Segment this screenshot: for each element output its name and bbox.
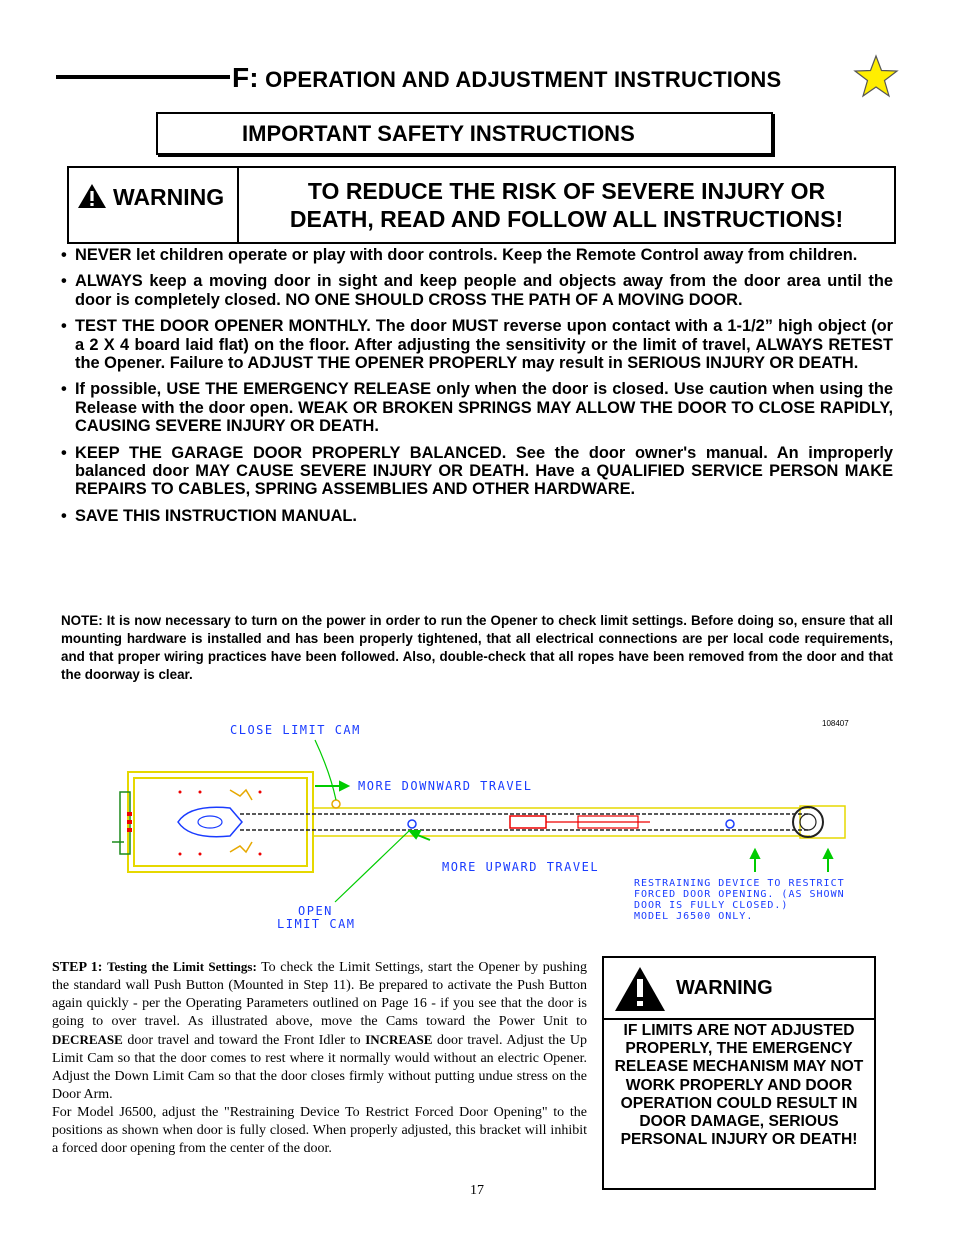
more-upward-label: MORE UPWARD TRAVEL xyxy=(442,860,600,874)
warning-message xyxy=(239,168,894,242)
trolley xyxy=(510,816,546,828)
safety-bullet: • TEST THE DOOR OPENER MONTHLY. The door MUST reverse upon contact with a 1-1/2” high object (or a 2 X 4 board laid flat) on the floor. After adjusting the sensitivity or the limit of travel, ALWAYS RETEST the Opener. Failure to ADJUST THE OPENER PROPERLY may result in SERIOUS INJURY OR DEATH. xyxy=(61,317,893,373)
warning-message-line2: DEATH, READ AND FOLLOW ALL INSTRUCTIONS! xyxy=(289,206,844,232)
close-limit-cam-label: CLOSE LIMIT CAM xyxy=(230,723,361,737)
drive-assembly xyxy=(178,807,242,836)
close-limit-cam xyxy=(332,800,340,808)
safety-bullet-list xyxy=(61,246,893,533)
restraint-label-4: MODEL J6500 ONLY. xyxy=(634,911,754,922)
restraint-label-1: RESTRAINING DEVICE TO RESTRICT xyxy=(634,878,845,889)
front-idler xyxy=(793,807,823,837)
power-note: NOTE: It is now necessary to turn on the power in order to run the Opener to check limit settings. Before doing so, ensure that all mounting hardware is installed and has been properly tightened, that all electrical connections are per local code requirements, and that proper wiring practices have been followed. Also, double-check that all ropes have been removed from the door and that the doorway is clear. xyxy=(61,613,893,682)
limits-warning-label: WARNING xyxy=(676,977,773,999)
travel-arrows xyxy=(315,782,832,872)
bullet-text: NEVER let children operate or play with door controls. Keep the Remote Control away from children. xyxy=(75,246,858,264)
bullet-text: KEEP THE GARAGE DOOR PROPERLY BALANCED. See the door owner's manual. An improperly balanced door MAY CAUSE SEVERE INJURY OR DEATH. Have a QUALIFIED SERVICE PERSON MAKE REPAIRS TO CABLES, SPRING ASSEMBLIES AND OTHER HARDWARE. xyxy=(75,443,893,499)
safety-bullet: • KEEP THE GARAGE DOOR PROPERLY BALANCED. See the door owner's manual. An improperly balanced door MAY CAUSE SEVERE INJURY OR DEATH. Have a QUALIFIED SERVICE PERSON MAKE REPAIRS TO CABLES, SPRING ASSEMBLIES AND OTHER HARDWARE. xyxy=(61,443,893,499)
section-title xyxy=(232,62,781,94)
step-text-d: For Model J6500, adjust the "Restraining Device To Restrict Forced Door Opening" to the positions as shown when door is fully closed. When properly adjusted, this bracket will inhibit a forced door opening from the center of the door. xyxy=(52,1105,587,1156)
section-title-text: OPERATION AND ADJUSTMENT INSTRUCTIONS xyxy=(265,67,782,92)
limits-warning-text: IF LIMITS ARE NOT ADJUSTED PROPERLY, THE EMERGENCY RELEASE MECHANISM MAY NOT WORK PROPERLY AND DOOR OPERATION COULD RESULT IN DOOR DAMAGE, SERIOUS PERSONAL INJURY OR DEATH! xyxy=(614,1022,864,1149)
safety-bullet: • NEVER let children operate or play with door controls. Keep the Remote Control away from children. xyxy=(61,246,858,264)
limits-warning-header xyxy=(604,958,874,1020)
warning-label-cell xyxy=(69,168,239,242)
step-text-a: To check the Limit Settings, start the Opener by pushing the standard wall Push Button (Mounted in Step 11). Be prepared to activate the Push Button again quickly - per the Operating Parameters outlined on Page 16 - if you see that the door is going to over travel. As illustrated above, move the Cams toward the Power Unit to xyxy=(52,960,588,1029)
open-limit-cam-label-1: OPEN xyxy=(298,904,333,918)
warning-message-line1: TO REDUCE THE RISK OF SEVERE INJURY OR xyxy=(307,178,826,204)
more-downward-label: MORE DOWNWARD TRAVEL xyxy=(358,779,533,793)
bullet-text: If possible, USE THE EMERGENCY RELEASE only when the door is closed. Use caution when using the Release with the door open. WEAK OR BROKEN SPRINGS MAY ALLOW THE DOOR TO CLOSE RAPIDLY, CAUSING SEVERE INJURY OR DEATH. xyxy=(75,380,893,436)
restraint-clip xyxy=(726,820,734,828)
safety-title-box xyxy=(156,112,773,155)
bullet-text: ALWAYS keep a moving door in sight and keep people and objects away from the door area until the door is completely closed. NO ONE SHOULD CROSS THE PATH OF A MOVING DOOR. xyxy=(75,272,893,309)
open-limit-cam xyxy=(408,820,416,828)
bullet-text: SAVE THIS INSTRUCTION MANUAL. xyxy=(75,506,357,525)
warning-label: WARNING xyxy=(113,184,225,210)
limits-warning-box xyxy=(602,956,876,1190)
restraint-label-3: DOOR IS FULLY CLOSED.) xyxy=(634,900,789,911)
page-number: 17 xyxy=(470,1183,484,1198)
header-rule xyxy=(56,75,230,79)
warning-triangle-icon xyxy=(614,966,666,1012)
increase-word: INCREASE xyxy=(365,1032,433,1047)
decrease-word: DECREASE xyxy=(52,1032,123,1047)
safety-bullet: • ALWAYS keep a moving door in sight and keep people and objects away from the door area until the door is completely closed. NO ONE SHOULD CROSS THE PATH OF A MOVING DOOR. xyxy=(61,272,893,309)
step-subtitle: Testing the Limit Settings: xyxy=(107,959,257,974)
safety-bullet: • If possible, USE THE EMERGENCY RELEASE only when the door is closed. Use caution when using the Release with the door open. WEAK OR BROKEN SPRINGS MAY ALLOW THE DOOR TO CLOSE RAPIDLY, CAUSING SEVERE INJURY OR DEATH. xyxy=(61,380,893,436)
step-text-b: door travel and toward the Front Idler to xyxy=(127,1033,361,1048)
warning-banner xyxy=(67,166,896,244)
warning-triangle-icon xyxy=(77,183,107,209)
safety-title: IMPORTANT SAFETY INSTRUCTIONS xyxy=(242,121,635,146)
section-letter: F: xyxy=(232,62,259,93)
open-limit-cam-label-2: LIMIT CAM xyxy=(277,917,356,931)
diagram-id: 108407 xyxy=(822,719,849,728)
step-1 xyxy=(52,958,587,1158)
restraint-label-2: FORCED DOOR OPENING. (AS SHOWN xyxy=(634,889,845,900)
bullet-text: TEST THE DOOR OPENER MONTHLY. The door MUST reverse upon contact with a 1-1/2” high object (or a 2 X 4 board laid flat) on the floor. After adjusting the sensitivity or the limit of travel, ALWAYS RETEST the Opener. Failure to ADJUST THE OPENER PROPERLY may result in SERIOUS INJURY OR DEATH. xyxy=(75,317,893,373)
limit-cam-diagram xyxy=(110,712,870,942)
step-label: STEP 1: xyxy=(52,960,103,975)
safety-bullet: • SAVE THIS INSTRUCTION MANUAL. xyxy=(61,506,357,525)
pointer-lines xyxy=(315,740,410,902)
power-unit xyxy=(128,772,313,872)
step-text-c: door travel. Adjust the Up Limit Cam so that the door comes to rest where it normally would without an electric Opener. Adjust the Down Limit Cam so that the door closes firmly without putting undue stress on the Door Arm. xyxy=(52,1033,588,1102)
star-icon xyxy=(853,54,899,98)
